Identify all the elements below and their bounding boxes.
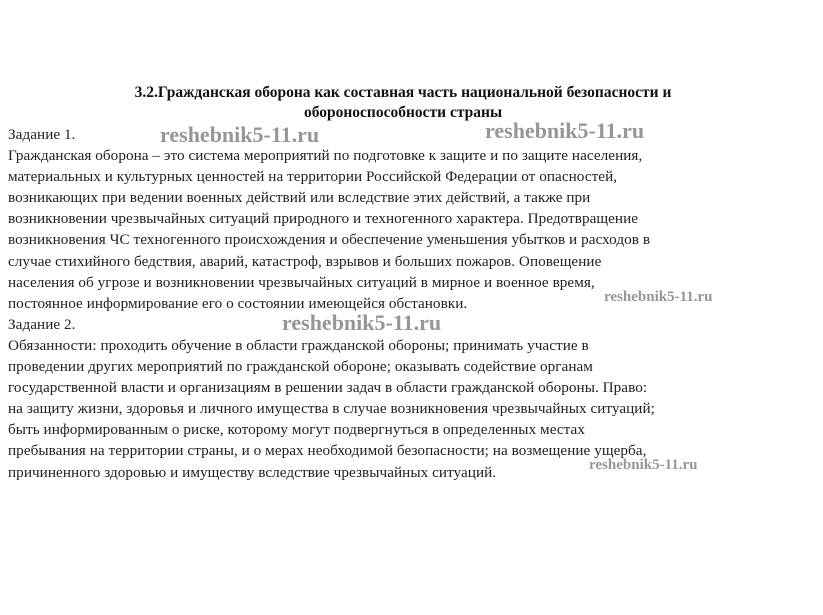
- task-2-line: Обязанности: проходить обучение в области гражданской обороны; принимать участие в: [8, 336, 589, 354]
- watermark: reshebnik5-11.ru: [282, 310, 442, 335]
- task-2-line: на защиту жизни, здоровья и личного имущества в случае возникновения чрезвычайных ситуаций;: [8, 400, 655, 418]
- task-2-line: быть информированным о риске, которому могут подвергнуться в определенных местах: [8, 421, 585, 439]
- task-1-line: возникающих при ведении военных действий или вследствие этих действий, а также при: [8, 189, 591, 207]
- task-1-line: возникновении чрезвычайных ситуаций природного и техногенного характера. Предотвращение: [8, 210, 639, 228]
- task-2-label: Задание 2.: [8, 315, 76, 333]
- task-1-line: случае стихийного бедствия, аварий, катастроф, взрывов и больших пожаров. Оповещение: [8, 252, 602, 270]
- section-heading-line-2: обороноспособности страны: [303, 104, 503, 121]
- watermark: reshebnik5-11.ru: [589, 457, 698, 473]
- watermark: reshebnik5-11.ru: [604, 289, 713, 305]
- task-1-line: Гражданская оборона – это система мероприятий по подготовке к защите и по защите населения,: [8, 147, 643, 165]
- section-heading: [8, 83, 798, 123]
- watermark: reshebnik5-11.ru: [160, 122, 320, 147]
- watermark: reshebnik5-11.ru: [485, 118, 645, 143]
- task-2-line: пребывания на территории страны, и о мерах необходимой безопасности; на возмещение ущерба,: [8, 442, 647, 460]
- task-2-line: проведении других мероприятий по гражданской обороне; оказывать содействие органам: [8, 358, 593, 376]
- task-1-line: возникновения ЧС техногенного происхождения и обеспечение уменьшения убытков и расходов в: [8, 231, 651, 249]
- task-1-line: населения об угрозе и возникновении чрезвычайных ситуаций в мирное и военное время,: [8, 273, 595, 291]
- task-1-label: Задание 1.: [8, 126, 76, 143]
- task-2-line: причиненного здоровью и имуществу вследствие чрезвычайных ситуаций.: [8, 463, 497, 481]
- section-heading-line-1: 3.2.Гражданская оборона как составная часть национальной безопасности и: [134, 84, 672, 101]
- task-2-line: государственной власти и организациям в решении задач в области гражданской обороны. Право:: [8, 379, 648, 397]
- task-1-line: постоянное информирование его о состоянии имеющейся обстановки.: [8, 294, 468, 312]
- task-1-line: материальных и культурных ценностей на территории Российской Федерации от опасностей,: [8, 168, 618, 186]
